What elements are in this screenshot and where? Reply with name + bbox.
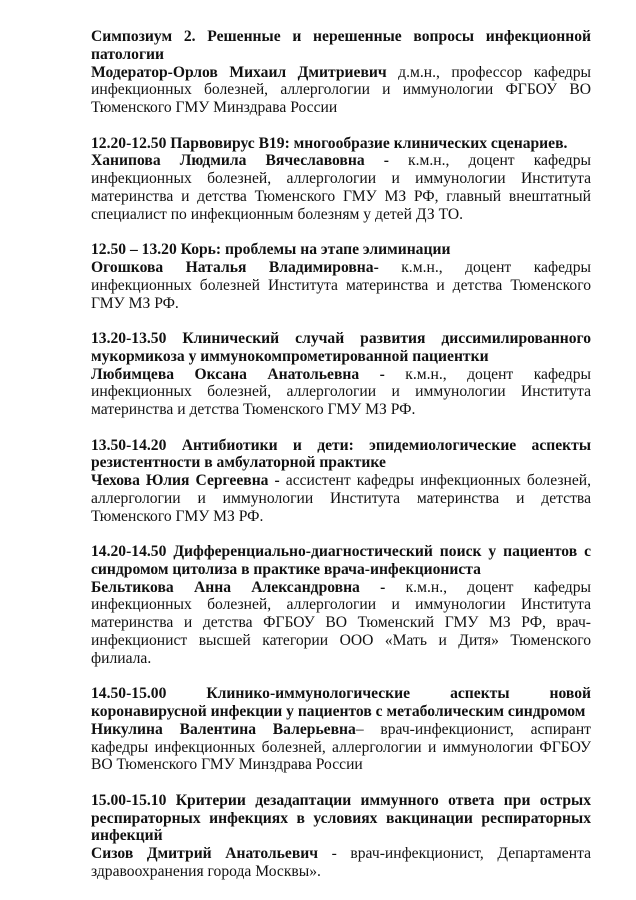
speaker-info xyxy=(91,845,591,881)
speaker-description: к.м.н., доцент кафедры инфекционных болезней, аллергологии и иммунологии Института материнства и детства ФГБОУ ВО Тюменский ГМУ МЗ РФ, врач-инфекционист высшей категории ООО «Мать и Дитя» Тюменского филиала. xyxy=(91,578,591,667)
speaker-description: - врач-инфекционист, Департамента здравоохранения города Москвы». xyxy=(91,845,591,881)
document-page xyxy=(91,28,591,898)
speaker-info xyxy=(91,366,591,419)
speaker-name: Любимцева Оксана Анатольевна - xyxy=(91,365,406,383)
section-title: 13.20-13.50 Клинический случай развития диссимилированного мукормикоза у иммунокомпрометированной пациентки xyxy=(91,329,591,365)
speaker-description: к.м.н., доцент кафедры инфекционных болезней, аллергологии и иммунологии Института материнства и детства Тюменского ГМУ МЗ РФ. xyxy=(91,365,591,419)
speaker-description: – врач-инфекционист, аспирант кафедры инфекционных болезней, аллергологии и иммунологии ФГБОУ ВО Тюменского ГМУ Минздрава России xyxy=(91,720,591,774)
speaker-description: д.м.н., профессор кафедры инфекционных болезней, аллергологии и иммунологии ФГБОУ ВО Тюменского ГМУ Минздрава России xyxy=(91,63,591,117)
speaker-name: Модератор-Орлов Михаил Дмитриевич xyxy=(91,63,387,81)
speaker-name: Огошкова Наталья Владимировна- xyxy=(91,258,402,276)
section-title: Симпозиум 2. Решенные и нерешенные вопросы инфекционной патологии xyxy=(91,28,591,63)
section-title: 12.20-12.50 Парвовирус B19: многообразие клинических сценариев. xyxy=(91,134,568,152)
speaker-name: Бельтикова Анна Александровна - xyxy=(91,578,406,596)
symposium-header xyxy=(91,28,591,117)
speaker-info xyxy=(91,579,591,668)
program-item xyxy=(91,330,591,419)
speaker-info xyxy=(91,721,591,774)
section-title: 14.50-15.00 Клинико-иммунологические аспекты новой коронавирусной инфекции у пациентов с метаболическим синдромом xyxy=(91,685,591,721)
program-item xyxy=(91,685,591,774)
program-item xyxy=(91,135,591,224)
speaker-name: Ханипова Людмила Вячеславовна - xyxy=(91,152,408,170)
section-title: 13.50-14.20 Антибиотики и дети: эпидемиологические аспекты резистентности в амбулаторной практике xyxy=(91,436,591,472)
speaker-info xyxy=(91,472,591,525)
speaker-description: к.м.н., доцент кафедры инфекционных болезней Института материнства и детства Тюменского ГМУ МЗ РФ. xyxy=(91,258,591,312)
speaker-name: Чехова Юлия Сергеевна - xyxy=(91,472,286,490)
speaker-name: Сизов Дмитрий Анатольевич xyxy=(91,845,319,863)
speaker-info xyxy=(91,259,591,312)
speaker-name: Никулина Валентина Валерьевна xyxy=(91,720,356,738)
section-title: 14.20-14.50 Дифференциально-диагностический поиск у пациентов с синдромом цитолиза в практике врача-инфекциониста xyxy=(91,543,591,578)
speaker-info xyxy=(91,152,591,223)
speaker-description: ассистент кафедры инфекционных болезней, аллергологии и иммунологии Института материнства и детства Тюменского ГМУ МЗ РФ. xyxy=(91,472,591,525)
section-title: 15.00-15.10 Критерии дезадаптации иммунного ответа при острых респираторных инфекциях в условиях вакцинации респираторных инфекций xyxy=(91,791,591,845)
section-title: 12.50 – 13.20 Корь: проблемы на этапе элиминации xyxy=(91,241,451,259)
program-item xyxy=(91,437,591,526)
program-item xyxy=(91,792,591,881)
speaker-description: к.м.н., доцент кафедры инфекционных болезней, аллергологии и иммунологии Института материнства и детства Тюменского ГМУ МЗ РФ, главный внештатный специалист по инфекционным болезням у детей ДЗ ТО. xyxy=(91,152,591,223)
speaker-info xyxy=(91,64,591,117)
program-item xyxy=(91,241,591,312)
program-item xyxy=(91,543,591,668)
